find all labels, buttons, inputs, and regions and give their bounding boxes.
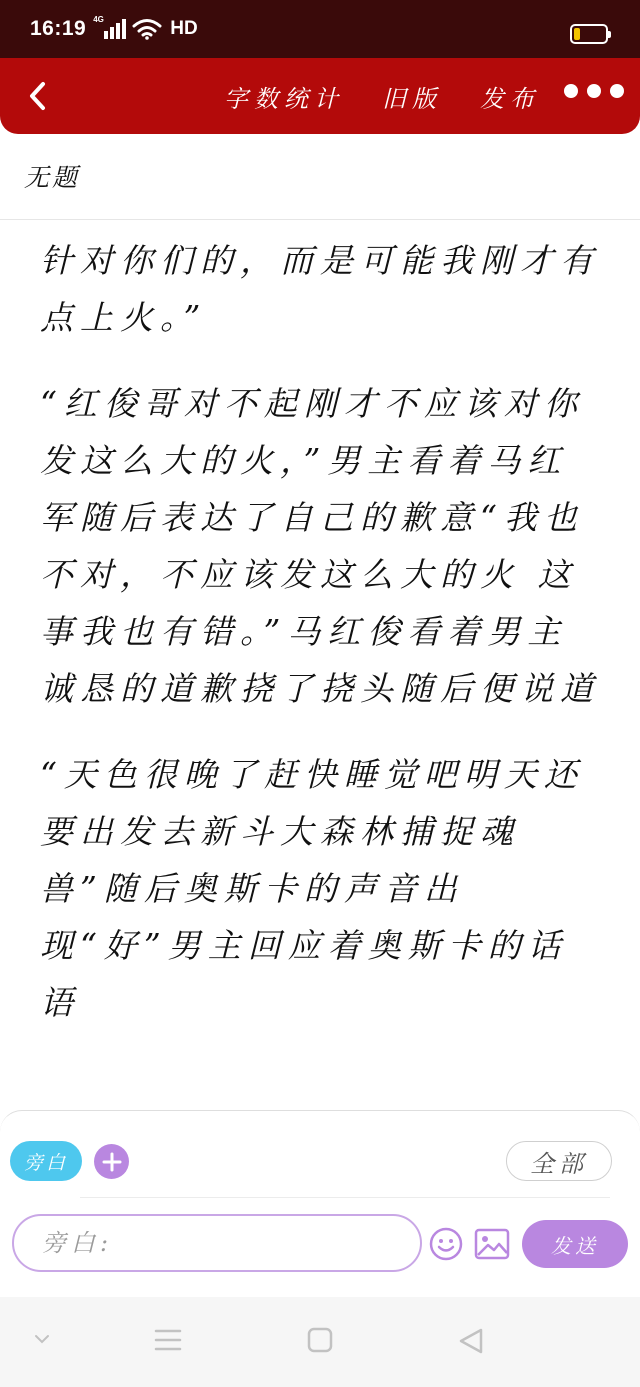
- word-count-button[interactable]: 字数统计: [224, 84, 344, 113]
- old-version-button[interactable]: 旧版: [382, 84, 442, 113]
- document-body[interactable]: [40, 232, 600, 1060]
- more-dots-icon[interactable]: [564, 84, 624, 98]
- title-divider: [0, 219, 640, 220]
- role-chip-narrator[interactable]: 旁白: [10, 1141, 82, 1181]
- battery-icon: [570, 24, 608, 44]
- back-button[interactable]: [16, 74, 60, 118]
- emoji-icon[interactable]: [428, 1226, 464, 1262]
- panel-divider: [80, 1197, 610, 1198]
- app-header: [0, 58, 640, 134]
- system-nav-bar: [0, 1297, 640, 1387]
- battery-level: [574, 28, 580, 40]
- network-type: 4G: [93, 15, 104, 24]
- add-role-button[interactable]: [94, 1144, 129, 1179]
- image-icon[interactable]: [474, 1228, 510, 1260]
- paragraph: “天色很晚了赶快睡觉吧明天还要出发去新斗大森林捕捉魂兽”随后奥斯卡的声音出现“好”男主回应着奥斯卡的话语: [40, 755, 584, 1022]
- home-square-icon[interactable]: [307, 1327, 333, 1353]
- paragraph: “红俊哥对不起刚才不应该对你发这么大的火，”男主看着马红军随后表达了自己的歉意“我也不对，不应该发这么大的火 这事我也有错。”马红俊看着男主诚恳的道歉挠了挠头随后便说道: [40, 384, 600, 708]
- menu-icon[interactable]: [154, 1327, 182, 1353]
- chevron-left-icon: [27, 81, 49, 111]
- message-input[interactable]: [12, 1214, 422, 1272]
- back-triangle-icon[interactable]: [457, 1327, 485, 1355]
- plus-icon: [102, 1152, 122, 1172]
- status-time: 16:19: [30, 17, 87, 40]
- status-icons: [93, 15, 198, 40]
- send-button[interactable]: 发送: [522, 1220, 628, 1268]
- header-actions: [224, 58, 540, 134]
- paragraph: 针对你们的，而是可能我刚才有点上火。”: [40, 241, 600, 337]
- signal-icon: [93, 15, 126, 39]
- publish-button[interactable]: 发布: [480, 84, 540, 113]
- document-title[interactable]: 无题: [24, 163, 81, 192]
- input-panel: [0, 1110, 640, 1276]
- wifi-icon: [132, 18, 162, 40]
- chevron-down-icon[interactable]: [34, 1333, 50, 1345]
- filter-all-button[interactable]: 全部: [506, 1141, 612, 1181]
- hd-indicator: HD: [170, 18, 198, 39]
- status-bar: [0, 0, 640, 58]
